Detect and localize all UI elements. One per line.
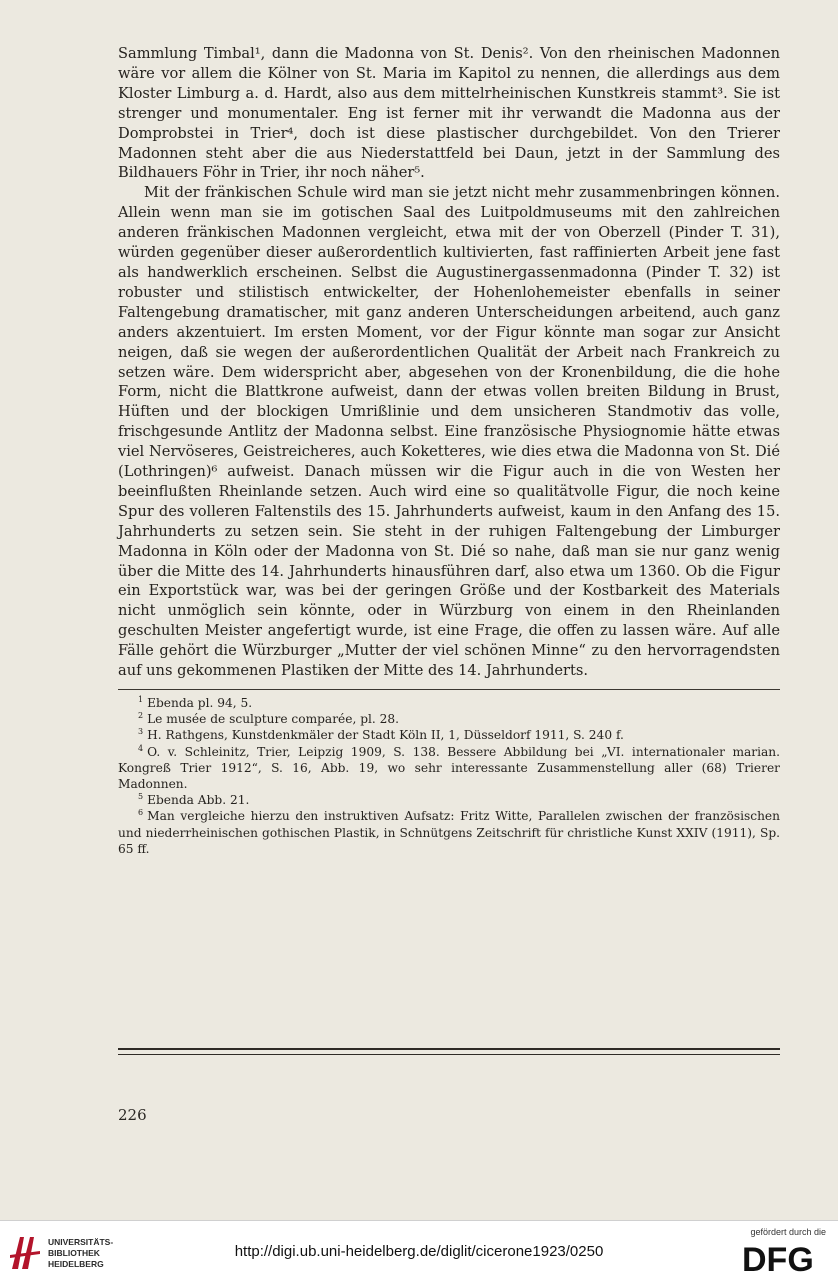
footnote-separator <box>118 689 780 690</box>
footnote-1: $^1$ Ebenda pl. 94, 5. <box>138 694 253 710</box>
paragraph-2: Mit der fränkischen Schule wird man sie jetzt nicht mehr zusammenbringen können. Allein wenn man sie im gotischen Saal des Luitpoldmuseums mit den zahlreichen anderen fränkischen Madonnen vergleicht, etwa mit der von Oberzell (Pinder T. 31), würden gegenüber dieser außerordentlich kultivierten, fast raffinierten Arbeit jene fast als handwerklich erscheinen. Selbst die Augustinergassenmadonna (Pinder T. 32) ist robuster und stilistisch entwickelter, der Hohenlohemeister ebenfalls in seiner Faltengebung dramatischer, mit ganz anderen Unterscheidungen arbeitend, auch ganz anders akzentuiert. Im ersten Moment, vor der Figur könnte man sogar zur Ansicht neigen, daß sie wegen der außerordentlichen Qualität der Arbeit nach Frankreich zu setzen wäre. Dem widerspricht aber, abgesehen von der Kronenbildung, die die hohe Form, nicht die Blattkrone aufweist, dann der etwas vollen breiten Bildung in Brust, Hüften und der blockigen Umrißlinie und dem unsicheren Standmotiv das volle, frischgesunde Antlitz der Madonna selbst. Eine französische Physiognomie hätte etwas viel Nervöseres, Geistreicheres, auch Koketteres, wie dies etwa die Madonna von St. Dié (Lothringen)⁶ aufweist. Danach müssen wir die Figur auch in die von Westen her beeinflußten Rheinlande setzen. Auch wird eine so qualitätvolle Figur, die noch keine Spur des volleren Faltenstils des 15. Jahrhunderts aufweist, kaum in den Anfang des 15. Jahrhunderts zu setzen sein. Sie steht in der ruhigen Faltengebung der Limburger Madonna in Köln oder der Madonna von St. Dié so nahe, daß man sie nur ganz wenig über die Mitte des 14. Jahrhunderts hinausführen darf, also etwa um 1360. Ob die Figur ein Exportstück war, was bei der geringen Größe und der Kostbarkeit des Materials nicht unmöglich sein könnte, oder in Würzburg von einem in den Rheinlanden geschulten Meister angefertigt wurde, ist eine Frage, die offen zu lassen wäre. Auf alle Fälle gehört die Würzburger „Mutter der viel schönen Minne“ zu den hervorragendsten auf uns gekommenen Plastiken der Mitte des 14. Jahrhunderts. <box>118 184 780 680</box>
paragraph-1: Sammlung Timbal¹, dann die Madonna von St. Denis². Von den rheinischen Madonnen wäre vor allem die Kölner von St. Maria im Kapitol zu nennen, die allerdings aus dem Kloster Limburg a. d. Hardt, also aus dem mittelrheinischen Kunstkreis stammt³. Sie ist strenger und monumentaler. Eng ist ferner mit ihr verwandt die Madonna aus der Domprobstei in Trier⁴, doch ist diese plastischer durchgebildet. Von den Trierer Madonnen steht aber die aus Niederstattfeld bei Daun, jetzt in der Sammlung des Bildhauers Föhr in Trier, ihr noch näher⁵. <box>118 45 780 182</box>
bottom-rule-thick <box>118 1048 780 1050</box>
dfg-logo[interactable] <box>740 1241 828 1275</box>
svg-text:DFG: DFG <box>742 1241 814 1275</box>
footnote-3: $^3$ H. Rathgens, Kunstdenkmäler der Stadt Köln II, 1, Düsseldorf 1911, S. 240 f. <box>138 727 624 743</box>
bottom-rule-thin <box>118 1054 780 1055</box>
footnote-5: $^5$ Ebenda Abb. 21. <box>138 792 250 808</box>
footnote-4: $^4$ O. v. Schleinitz, Trier, Leipzig 1909, S. 138. Bessere Abbildung bei „VI. internationaler marian. Kongreß Trier 1912“, S. 16, Abb. 19, wo sehr interessante Zusammenstellung aller (68) Trierer Madonnen. <box>118 743 780 792</box>
document-url[interactable]: http://digi.ub.uni-heidelberg.de/diglit/cicerone1923/0250 <box>234 1243 604 1260</box>
funding-note: gefördert durch die <box>750 1227 826 1237</box>
library-name: UNIVERSITÄTS- BIBLIOTHEK HEIDELBERG <box>48 1237 114 1269</box>
footnote-6: $^6$ Man vergleiche hierzu den instruktiven Aufsatz: Fritz Witte, Parallelen zwischen der französischen und niederrheinischen gothischen Plastik, in Schnütgens Zeitschrift für christliche Kunst XXIV (1911), Sp. 65 ff. <box>118 808 780 856</box>
page-number: 226 <box>118 1106 147 1124</box>
footnotes <box>118 695 780 857</box>
footnote-2: $^2$ Le musée de sculpture comparée, pl. 28. <box>138 711 400 727</box>
main-text <box>118 44 780 681</box>
viewer-footer <box>0 1220 838 1283</box>
